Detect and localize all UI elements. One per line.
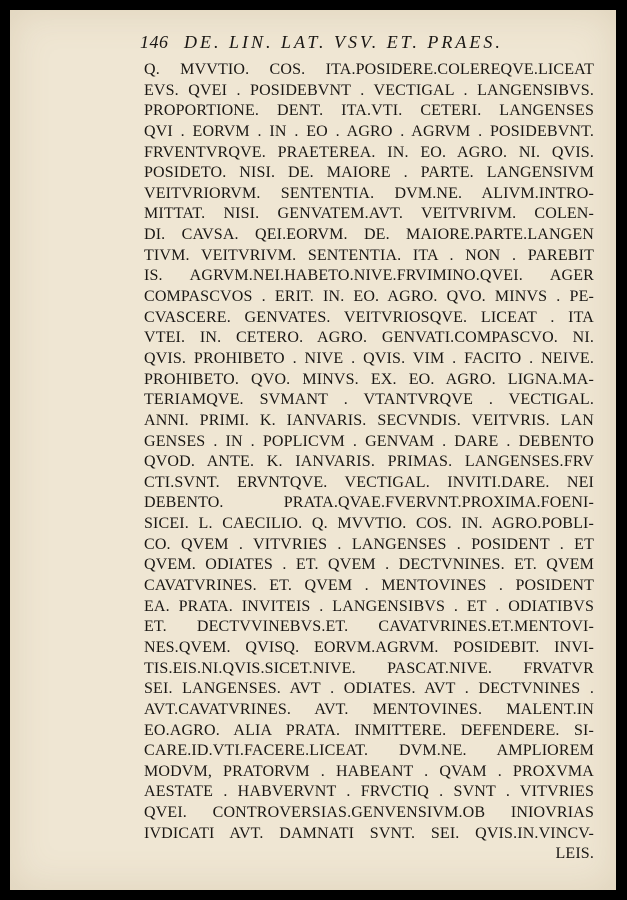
text-line: CTI.SVNT. ERVNTQVE. VECTIGAL. INVITI.DARE. NEI	[144, 473, 594, 491]
book-page	[10, 10, 616, 890]
text-line: CARE.ID.VTI.FACERE.LICEAT. DVM.NE. AMPLIOREM	[144, 742, 594, 760]
text-line: MITTAT. NISI. GENVATEM.AVT. VEITVRIVM. COLEN-	[144, 205, 594, 223]
text-line: SICEI. L. CAECILIO. Q. MVVTIO. COS. IN. AGRO.POBLI-	[144, 515, 594, 533]
running-title: DE. LIN. LAT. VSV. ET. PRAES.	[184, 32, 503, 52]
text-line: QVEM. ODIATES . ET. QVEM . DECTVNINES. ET. QVEM	[144, 556, 594, 574]
text-line: QVI . EORVM . IN . EO . AGRO . AGRVM . POSIDEBVNT.	[144, 122, 594, 140]
text-line: CAVATVRINES. ET. QVEM . MENTOVINES . POSIDENT	[144, 577, 594, 595]
text-line: NES.QVEM. QVISQ. EORVM.AGRVM. POSIDEBIT. INVI-	[144, 638, 594, 656]
text-line: TERIAMQVE. SVMANT . VTANTVRQVE . VECTIGAL.	[144, 391, 594, 409]
text-line: ANNI. PRIMI. K. IANVARIS. SECVNDIS. VEITVRIS. LAN	[144, 411, 594, 429]
text-line: COMPASCVOS . ERIT. IN. EO. AGRO. QVO. MINVS . PE-	[144, 288, 594, 306]
text-line: QVEI. CONTROVERSIAS.GENVENSIVM.OB INIOVRIAS	[144, 804, 594, 822]
text-line: GENSES . IN . POPLICVM . GENVAM . DARE . DEBENTO	[144, 432, 594, 450]
text-line: PROPORTIONE. DENT. ITA.VTI. CETERI. LANGENSES	[144, 102, 594, 120]
text-line: AESTATE . HABVERVNT . FRVCTIQ . SVNT . VITVRIES	[144, 783, 594, 801]
text-line: DI. CAVSA. QEI.EORVM. DE. MAIORE.PARTE.LANGEN	[144, 226, 594, 244]
text-line: Q. MVVTIO. COS. ITA.POSIDERE.COLEREQVE.LICEAT	[144, 61, 594, 78]
text-line: CO. QVEM . VITVRIES . LANGENSES . POSIDENT . ET	[144, 535, 594, 553]
text-line: VTEI. IN. CETERO. AGRO. GENVATI.COMPASCVO. NI.	[144, 329, 594, 347]
text-line: MODVM, PRATORVM . HABEANT . QVAM . PROXVMA	[144, 762, 594, 780]
text-line: VEITVRIORVM. SENTENTIA. DVM.NE. ALIVM.INTRO-	[144, 184, 594, 202]
text-line: LEIS.	[555, 845, 594, 863]
text-line: QVOD. ANTE. K. IANVARIS. PRIMAS. LANGENSES.FRV	[144, 453, 594, 471]
text-line: EVS. QVEI . POSIDEBVNT . VECTIGAL . LANGENSIBVS.	[144, 81, 594, 99]
text-line: FRVENTVRQVE. PRAETEREA. IN. EO. AGRO. NI. QVIS.	[144, 143, 594, 161]
text-line: TIS.EIS.NI.QVIS.SICET.NIVE. PASCAT.NIVE. FRVATVR	[144, 659, 594, 677]
text-line: AVT.CAVATVRINES. AVT. MENTOVINES. MALENT.IN	[144, 700, 594, 718]
text-line: CVASCERE. GENVATES. VEITVRIOSQVE. LICEAT . ITA	[144, 308, 594, 326]
text-line: ET. DECTVVINEBVS.ET. CAVATVRINES.ET.MENTOVI-	[144, 618, 594, 636]
text-line: POSIDETO. NISI. DE. MAIORE . PARTE. LANGENSIVM	[144, 164, 594, 182]
text-line: TIVM. VEITVRIVM. SENTENTIA. ITA . NON . PAREBIT	[144, 246, 594, 264]
text-line: PROHIBETO. QVO. MINVS. EX. EO. AGRO. LIGNA.MA-	[144, 370, 594, 388]
page-header	[140, 32, 576, 58]
text-line: IS. AGRVM.NEI.HABETO.NIVE.FRVIMINO.QVEI. AGER	[144, 267, 594, 285]
text-line: SEI. LANGENSES. AVT . ODIATES. AVT . DECTVNINES .	[144, 680, 594, 698]
text-line: IVDICATI AVT. DAMNATI SVNT. SEI. QVIS.IN.VINCV-	[144, 824, 594, 842]
page-number: 146	[140, 32, 169, 52]
text-line: QVIS. PROHIBETO . NIVE . QVIS. VIM . FACITO . NEIVE.	[144, 349, 594, 367]
text-line: EO.AGRO. ALIA PRATA. INMITTERE. DEFENDERE. SI-	[144, 721, 594, 739]
inscription-text	[144, 60, 594, 865]
text-line: DEBENTO. PRATA.QVAE.FVERVNT.PROXIMA.FOENI-	[144, 494, 594, 512]
text-line: EA. PRATA. INVITEIS . LANGENSIBVS . ET . ODIATIBVS	[144, 597, 594, 615]
